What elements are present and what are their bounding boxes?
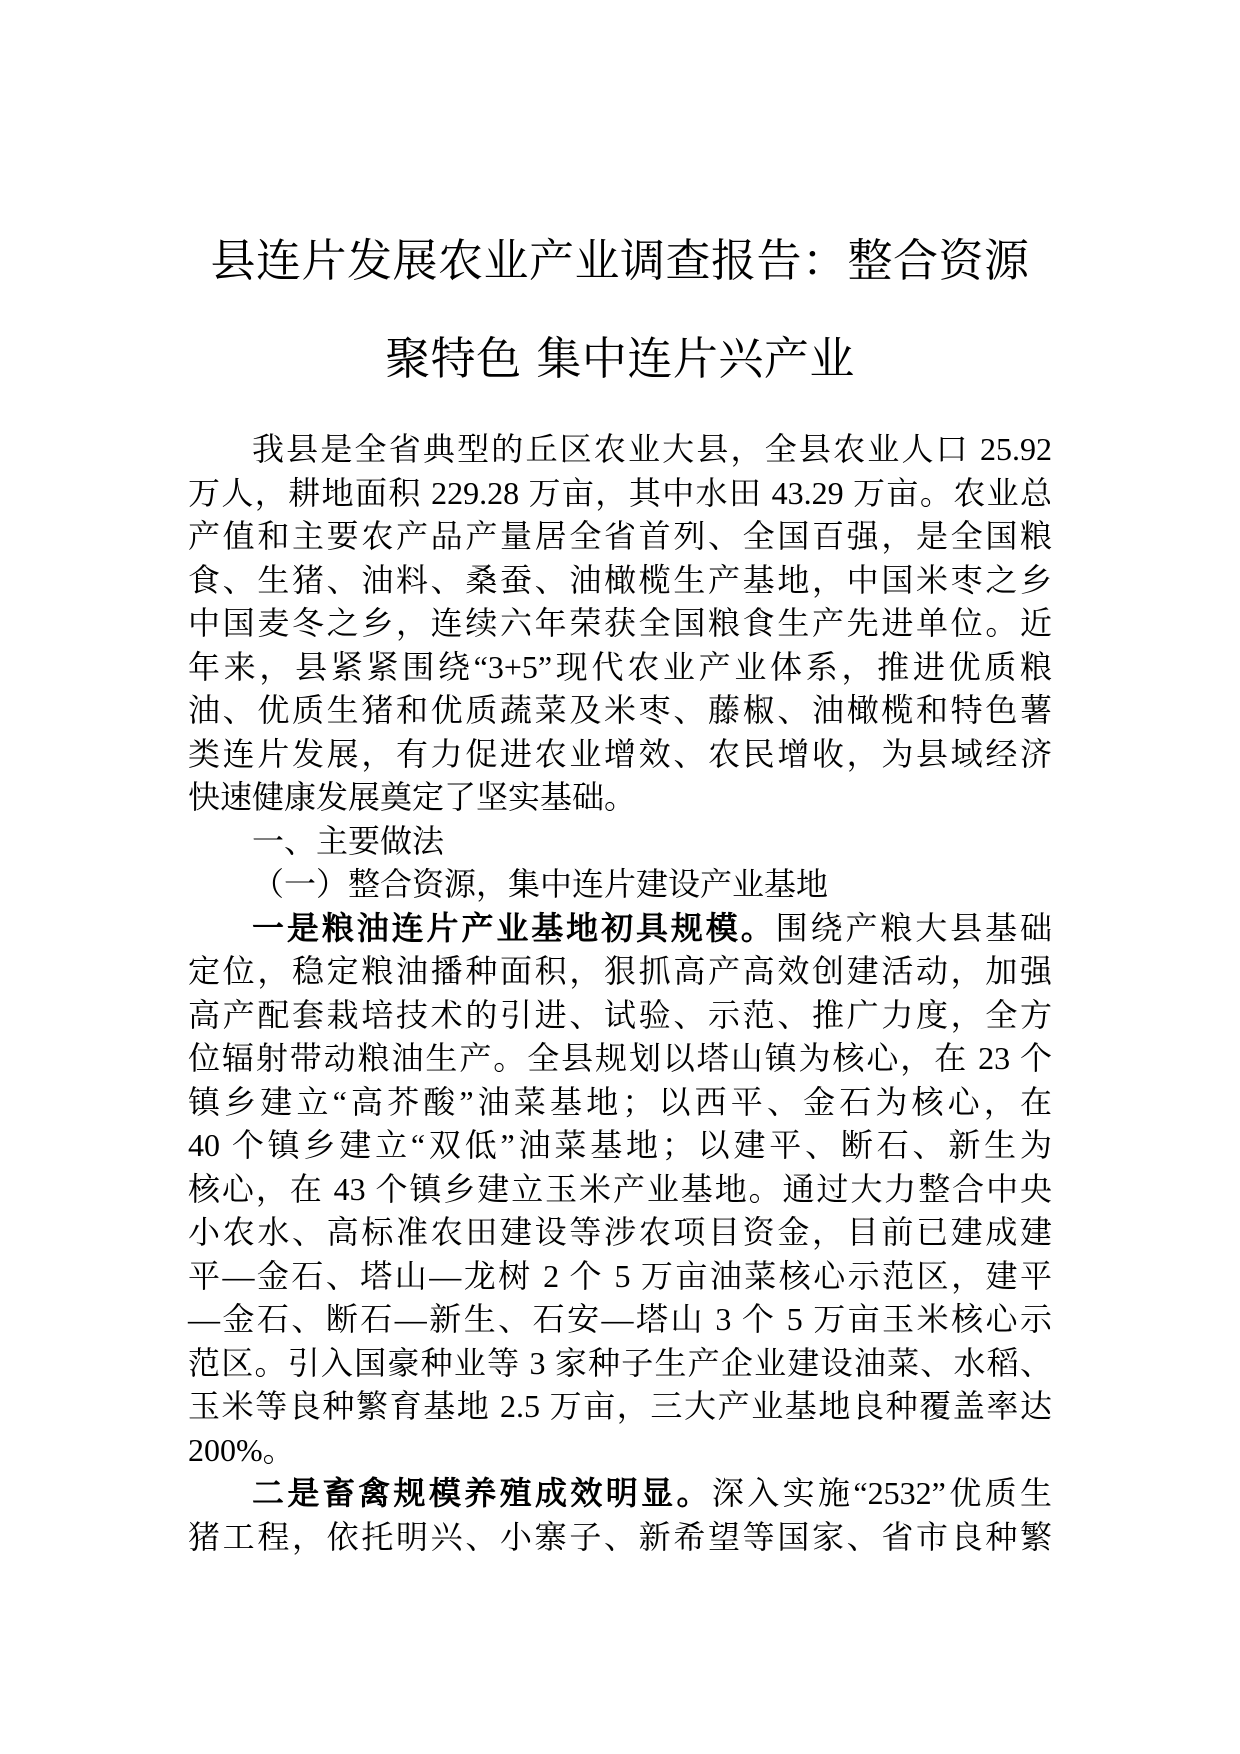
text-line: 中国麦冬之乡，连续六年荣获全国粮食生产先进单位。近: [188, 605, 1052, 641]
bold-lead: 一是粮油连片产业基地初具规模。: [252, 908, 776, 947]
text-line: 油、优质生猪和优质蔬菜及米枣、藤椒、油橄榄和特色薯: [188, 692, 1052, 728]
text-line: 快速健康发展奠定了坚实基础。: [188, 779, 637, 815]
title-line-2: 聚特色 集中连片兴产业: [385, 332, 855, 385]
text-line: 40 个镇乡建立“双低”油菜基地；以建平、断石、新生为: [188, 1127, 1052, 1163]
text-line: 位辐射带动粮油生产。全县规划以塔山镇为核心，在 23 个: [188, 1040, 1052, 1076]
text-line: 200%。: [188, 1431, 295, 1468]
section-heading-text: 一、主要做法: [252, 822, 445, 859]
text-line: [188, 907, 1052, 951]
text-line: 产值和主要农产品产量居全省首列、全国百强，是全国粮: [188, 518, 1052, 554]
paragraph-grain-oil: [188, 907, 1052, 1473]
section-heading: [188, 820, 1052, 864]
text-line: 年来，县紧紧围绕“3+5”现代农业产业体系，推进优质粮: [188, 648, 1052, 685]
subsection-heading: [188, 863, 1052, 907]
text-line: 高产配套栽培技术的引进、试验、示范、推广力度，全方: [188, 996, 1052, 1033]
text-line: 平—金石、塔山—龙树 2 个 5 万亩油菜核心示范区，建平: [188, 1257, 1052, 1294]
text-line: 小农水、高标准农田建设等涉农项目资金，目前已建成建: [188, 1214, 1052, 1250]
text-line: 玉米等良种繁育基地 2.5 万亩，三大产业基地良种覆盖率达: [188, 1388, 1052, 1424]
text-line: 类连片发展，有力促进农业增效、农民增收，为县域经济: [188, 735, 1052, 772]
text-run: 围绕产粮大县基础: [775, 909, 1052, 946]
text-run: 深入实施“2532”优质生: [711, 1475, 1052, 1511]
paragraph-livestock: [188, 1472, 1052, 1559]
text-line: 我县是全省典型的丘区农业大县，全县农业人口 25.92: [252, 431, 1052, 467]
document-title: [150, 212, 1090, 408]
paragraph-intro: [188, 428, 1052, 820]
text-line: [188, 1472, 1052, 1516]
text-line: 核心，在 43 个镇乡建立玉米产业基地。通过大力整合中央: [188, 1170, 1052, 1207]
text-line: —金石、断石—新生、石安—塔山 3 个 5 万亩玉米核心示: [188, 1301, 1052, 1337]
text-line: 万人，耕地面积 229.28 万亩，其中水田 43.29 万亩。农业总: [188, 474, 1052, 511]
subsection-heading-text: （一）整合资源，集中连片建设产业基地: [252, 866, 829, 902]
text-line: 食、生猪、油料、桑蚕、油橄榄生产基地，中国米枣之乡: [188, 561, 1052, 598]
bold-lead: 二是畜禽规模养殖成效明显。: [252, 1474, 712, 1512]
text-line: 猪工程，依托明兴、小寨子、新希望等国家、省市良种繁: [188, 1518, 1052, 1555]
document-body: [188, 428, 1052, 1559]
text-line: 镇乡建立“高芥酸”油菜基地；以西平、金石为核心，在: [188, 1083, 1052, 1120]
title-line-1: 县连片发展农业产业调查报告：整合资源: [210, 234, 1030, 287]
text-line: 定位，稳定粮油播种面积，狠抓高产高效创建活动，加强: [188, 953, 1052, 989]
text-line: 范区。引入国豪种业等 3 家种子生产企业建设油菜、水稻、: [188, 1344, 1052, 1381]
